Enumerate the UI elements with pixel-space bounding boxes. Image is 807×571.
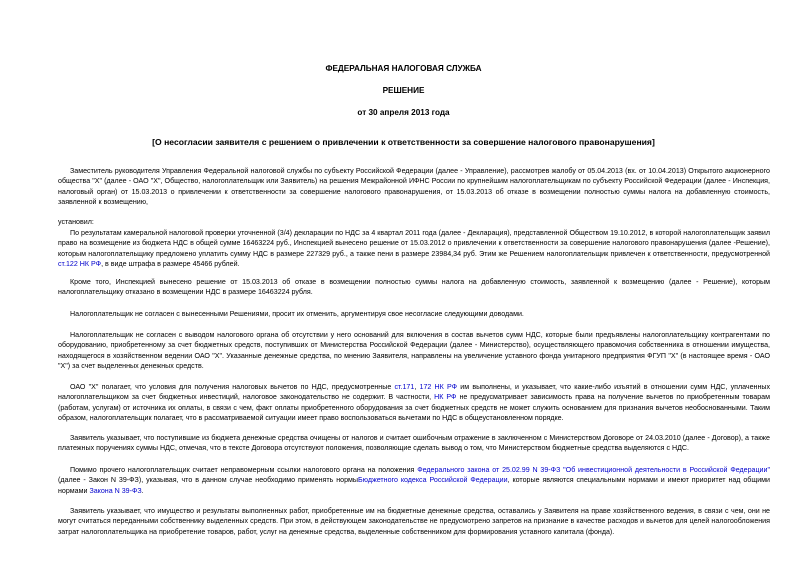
paragraph-text: ОАО "X" полагает, что условия для получения налоговых вычетов по НДС, предусмотренные bbox=[70, 383, 395, 391]
paragraph-8 bbox=[58, 465, 770, 496]
paragraph-text: , в виде штрафа в размере 45466 рублей. bbox=[101, 260, 240, 269]
paragraph-text: Заместитель руководителя Управления Федеральной налоговой службы по субъекту Российской Федерации (далее - Управление), рассмотрев жалобу от 05.04.2013 (вх. от 10.04.2013) Открытого акционерного общества "X" (далее - ОАО "X", Общество, налогоплательщик или Заявитель) на решения Межрайонной ИФНС России по крупнейшим налогоплательщикам по субъекту Российской Федерации (далее - Инспекция, налоговый орган) от 15.03.2013 о привлечении к ответственности за совершение налогового правонарушения, от 15.03.2013 об отказе в возмещении полностью суммы налога на добавленную стоимость, заявленной к возмещению, bbox=[58, 167, 770, 207]
separator: , bbox=[414, 383, 420, 391]
ustanovil-label: установил: bbox=[58, 218, 94, 226]
law-link-39fz[interactable]: Федерального закона от 25.02.99 N 39-ФЗ "Об инвестиционной деятельности в Российской Федерации" bbox=[417, 466, 770, 474]
paragraph-text: Заявитель указывает, что имущество и результаты выполненных работ, приобретенные им на бюджетные денежные средства, оставались у Заявителя на праве хозяйственного ведения, в связи с чем, они не могут считаться переданными собственнику выделенных средств. При этом, в действующем законодательстве не предусмотрено запретов на признание в качестве расходов и вычетов для целей налогообложения затрат налогоплательщика на приобретение товаров, работ, услуг на денежные средства, выделенные собственником для формирования уставного капитала (фонда). bbox=[58, 507, 770, 536]
paragraph-text: Помимо прочего налогоплательщик считает неправомерным ссылки налогового органа на положения bbox=[70, 466, 418, 474]
paragraph-text: Заявитель указывает, что поступившие из бюджета денежные средства очищены от налогов и считает ошибочным отражение в заключенном с Министерством Договоре от 24.03.2010 (далее - Договор), а также платежных поручениях суммы НДС, отмечая, что в тексте Договора отсутствуют положения, позволяющие сделать вывод о том, что Министерством бюджетные средства выделяются с НДС. bbox=[58, 434, 770, 453]
paragraph-text: Кроме того, Инспекцией вынесено решение от 15.03.2013 об отказе в возмещении полностью суммы налога на добавленную стоимость, заявленной к возмещению (далее - Решение), которым налогоплательщику отказано в возмещении НДС в размере 16463224 рубля. bbox=[58, 278, 770, 297]
law-link-art172[interactable]: 172 НК РФ bbox=[419, 383, 458, 391]
paragraph-ustanovil bbox=[58, 217, 770, 227]
paragraph-text: . bbox=[141, 486, 144, 495]
doc-date: от 30 апреля 2013 года bbox=[357, 108, 450, 117]
paragraph-3 bbox=[58, 277, 770, 298]
paragraph-text: не предусматривает зависимость права на получение вычетов по приобретенным товарам (работам, услугам) от источника их оплаты, в связи с чем, факт оплаты приобретенного оборудования за счет бюджетных средств не может служить основанием для признания вычетов необоснованными. Таким образом, налогоплательщик полагает, что в рассматриваемой ситуации имеет право воспользоваться вычетами по НДС в общеустановленном порядке. bbox=[58, 393, 770, 423]
paragraph-text: Налогоплательщик не согласен с выводом налогового органа об отсутствии у него оснований для включения в состав вычетов сумм НДС, которые были предъявлены налогоплательщику контрагентами по оборудованию, приобретенному за счет бюджетных средств, поступивших от Министерства Российской Федерации (далее - Министерство), осуществляющего правомочия собственника в отношении имущества, находящегося в хозяйственном ведении ОАО "X". Указанные денежные средства, по мнению Заявителя, направлены на увеличение уставного фонда унитарного предприятия ФГУП "X" (в настоящее время - ОАО "X") за счет выделенных денежных средств. bbox=[58, 331, 770, 371]
law-link-art171[interactable]: ст.171 bbox=[394, 383, 415, 391]
law-link-39fz-short[interactable]: Закона N 39-ФЗ bbox=[89, 486, 142, 495]
paragraph-text: (далее - Закон N 39-ФЗ), указывая, что в данном случае необходимо применять нормы bbox=[58, 476, 358, 485]
org-title: ФЕДЕРАЛЬНАЯ НАЛОГОВАЯ СЛУЖБА bbox=[325, 64, 482, 73]
paragraph-2 bbox=[58, 228, 770, 270]
paragraph-7 bbox=[58, 433, 770, 454]
paragraph-text: Налогоплательщик не согласен с вынесенными Решениями, просит их отменить, аргументируя свое несогласие следующими доводами. bbox=[70, 310, 524, 318]
paragraph-9 bbox=[58, 506, 770, 537]
law-link-nk-rf[interactable]: НК РФ bbox=[434, 393, 457, 402]
paragraph-text: им выполнены, и указывает, что какие-либо изъятий в отношении сумм НДС, уплаченных налогоплательщиком за счет бюджетных инвестиций, налоговое законодательство не содержит. В частности, bbox=[58, 383, 771, 402]
paragraph-text: , которые являются специальными нормами и имеют приоритет над общими нормами bbox=[58, 476, 771, 495]
law-link-art122[interactable]: ст.122 НК РФ bbox=[58, 260, 102, 269]
paragraph-intro bbox=[58, 166, 770, 208]
doc-type: РЕШЕНИЕ bbox=[382, 86, 425, 95]
paragraph-6 bbox=[58, 382, 770, 424]
paragraph-5 bbox=[58, 330, 770, 372]
law-link-budget-code[interactable]: Бюджетного кодекса Российской Федерации bbox=[358, 476, 508, 485]
paragraph-text: По результатам камеральной налоговой проверки уточненной (3/4) декларации по НДС за 4 квартал 2011 года (далее - Декларация), представленной Обществом 19.10.2012, в которой налогоплательщик заявил право на возмещение из бюджета НДС в общей сумме 16463224 руб., Инспекцией вынесено решение от 15.03.2012 о привлечении к ответственности за совершение налогового правонарушения (далее -Решение), которым налогоплательщику предложено уплатить сумму НДС в размере 227329 руб., а также пени в размере 23984,34 руб. Этим же Решением налогоплательщик привлечен к ответственности, предусмотренной bbox=[58, 229, 770, 258]
paragraph-4 bbox=[58, 309, 770, 319]
doc-subject: [О несогласии заявителя с решением о привлечении к ответственности за совершение налогового правонарушения] bbox=[152, 137, 655, 147]
